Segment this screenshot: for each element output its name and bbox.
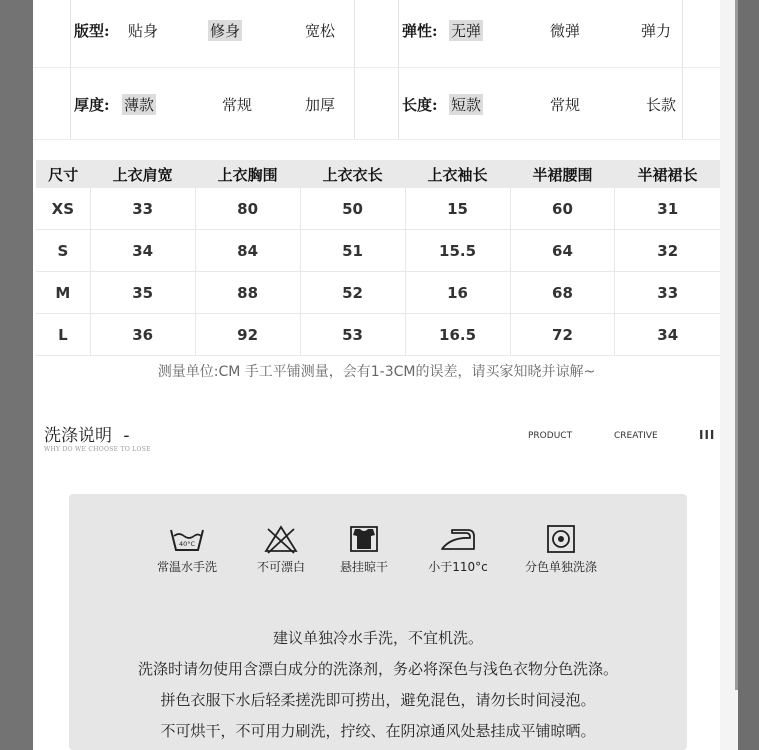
table-cell: 50 — [300, 188, 405, 230]
care-item-iron — [413, 524, 503, 575]
divider — [354, 0, 355, 67]
size-table — [36, 160, 720, 356]
table-cell: 16.5 — [405, 314, 510, 356]
wash-instruction-line: 不可烘干，不可用力刷洗，拧绞、在阴凉通风处悬挂成平铺晾晒。 — [160, 722, 596, 740]
table-cell: 31 — [615, 188, 720, 230]
table-cell: 35 — [90, 272, 195, 314]
divider — [682, 0, 683, 67]
wash-instruction-line: 拼色衣服下水后轻柔搓洗即可捞出，避免混色，请勿长时间浸泡。 — [160, 691, 596, 709]
divider — [354, 68, 355, 139]
divider — [398, 68, 399, 139]
fit-option-slim-selected: 修身 — [210, 22, 241, 40]
table-row — [36, 314, 720, 356]
wash-section-subtitle: WHY DO WE CHOOSE TO LOSE — [44, 446, 151, 453]
table-row — [36, 272, 720, 314]
wash-instruction-line: 建议单独冷水手洗，不宜机洗。 — [272, 629, 483, 647]
table-cell: 84 — [195, 230, 300, 272]
hand-wash-icon — [168, 524, 206, 554]
care-item-no-bleach — [236, 524, 326, 575]
window-edge — [738, 0, 759, 750]
wash-instruction-line: 洗涤时请勿使用含漂白成分的洗涤剂，务必将深色与浅色衣物分色洗涤。 — [137, 660, 618, 678]
column-header: 上衣胸围 — [195, 160, 300, 188]
wash-instructions-box — [69, 494, 687, 750]
divider — [398, 0, 399, 67]
care-label: 悬挂晾干 — [339, 560, 388, 574]
care-label: 小于110°c — [428, 560, 488, 574]
table-cell: 72 — [510, 314, 615, 356]
table-row — [36, 188, 720, 230]
divider — [70, 68, 71, 139]
length-option-long: 长款 — [646, 96, 677, 114]
elasticity-option-stretch: 弹力 — [641, 22, 672, 40]
table-cell: 52 — [300, 272, 405, 314]
wash-title-text: 洗涤说明 — [44, 426, 112, 446]
table-cell: 32 — [615, 230, 720, 272]
table-cell: L — [36, 314, 90, 356]
table-cell: 68 — [510, 272, 615, 314]
table-cell: 60 — [510, 188, 615, 230]
table-cell: 33 — [615, 272, 720, 314]
table-cell: 36 — [90, 314, 195, 356]
elasticity-option-none-selected: 无弹 — [451, 22, 482, 40]
table-cell: 34 — [90, 230, 195, 272]
column-header: 上衣衣长 — [300, 160, 405, 188]
table-cell: 64 — [510, 230, 615, 272]
table-cell: M — [36, 272, 90, 314]
no-bleach-icon — [264, 524, 298, 554]
tab-creative[interactable]: CREATIVE — [614, 431, 658, 441]
table-cell: XS — [36, 188, 90, 230]
length-option-regular: 常规 — [550, 96, 581, 114]
fit-option-fitted: 贴身 — [128, 22, 159, 40]
wash-section-title — [44, 421, 130, 446]
elasticity-option-slight: 微弹 — [550, 22, 581, 40]
attribute-row-2 — [33, 68, 720, 140]
divider — [682, 68, 683, 139]
column-header: 半裙裙长 — [615, 160, 720, 188]
column-header: 上衣肩宽 — [90, 160, 195, 188]
column-header: 尺寸 — [36, 160, 90, 188]
table-row — [36, 230, 720, 272]
care-item-hang-dry — [319, 524, 409, 575]
table-cell: 53 — [300, 314, 405, 356]
measurement-note: 测量单位:CM 手工平铺测量，会有1-3CM的误差，请买家知晓并谅解~ — [157, 364, 596, 380]
divider — [70, 0, 71, 67]
wash-title-dash: - — [123, 426, 130, 446]
elasticity-label: 弹性: — [402, 22, 438, 40]
hang-dry-icon — [347, 524, 381, 554]
table-cell: S — [36, 230, 90, 272]
table-cell: 51 — [300, 230, 405, 272]
care-label: 常温水手洗 — [156, 560, 217, 574]
care-label: 不可漂白 — [256, 560, 305, 574]
wash-temperature: 40°C — [178, 540, 196, 548]
table-cell: 16 — [405, 272, 510, 314]
table-cell: 92 — [195, 314, 300, 356]
table-cell: 15.5 — [405, 230, 510, 272]
separate-wash-icon — [545, 524, 577, 554]
column-header: 上衣袖长 — [405, 160, 510, 188]
column-header: 半裙腰围 — [510, 160, 615, 188]
table-cell: 88 — [195, 272, 300, 314]
product-detail-page — [33, 0, 720, 750]
menu-icon[interactable]: III — [699, 428, 716, 442]
care-label: 分色单独洗涤 — [524, 560, 597, 574]
table-cell: 33 — [90, 188, 195, 230]
iron-icon — [439, 524, 477, 554]
thickness-option-regular: 常规 — [222, 96, 253, 114]
thickness-option-thin-selected: 薄款 — [124, 96, 155, 114]
care-item-separate-wash — [516, 524, 606, 575]
table-cell: 34 — [615, 314, 720, 356]
attribute-row-1 — [33, 0, 720, 68]
tab-product[interactable]: PRODUCT — [528, 431, 573, 441]
table-cell: 80 — [195, 188, 300, 230]
fit-option-loose: 宽松 — [305, 22, 336, 40]
care-item-hand-wash — [142, 524, 232, 575]
size-table-header — [36, 160, 720, 188]
table-cell: 15 — [405, 188, 510, 230]
thickness-option-thick: 加厚 — [305, 96, 336, 114]
thickness-label: 厚度: — [74, 96, 110, 114]
fit-label: 版型: — [74, 22, 110, 40]
length-label: 长度: — [402, 96, 438, 114]
length-option-short-selected: 短款 — [451, 96, 482, 114]
